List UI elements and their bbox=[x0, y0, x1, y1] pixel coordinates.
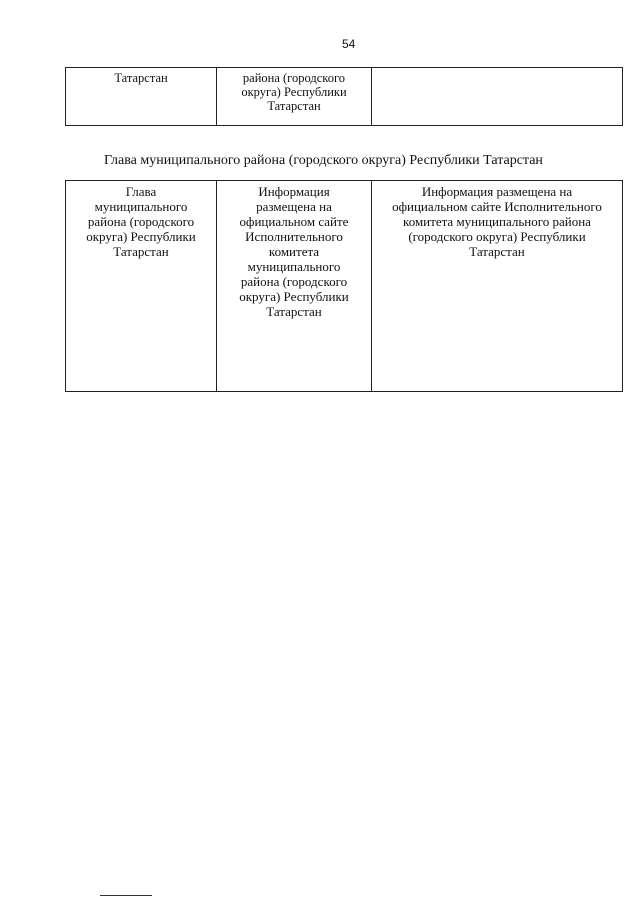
table-cell-details: Информация размещена на официальном сайте Исполнительного комитета муниципального района (городского округа) Республики Татарстан bbox=[372, 181, 623, 392]
table-cell-details bbox=[372, 68, 623, 126]
table-row bbox=[66, 181, 623, 392]
head-info-table bbox=[65, 180, 623, 392]
table-cell-source: района (городского округа) Республики Татарстан bbox=[217, 68, 372, 126]
section-heading: Глава муниципального района (городского округа) Республики Татарстан bbox=[104, 153, 543, 168]
table-cell-source: Информация размещена на официальном сайте Исполнительного комитета муниципального района (городского округа) Республики Татарстан bbox=[217, 181, 372, 392]
continued-table bbox=[65, 67, 623, 126]
table-cell-position: Татарстан bbox=[66, 68, 217, 126]
table-row bbox=[66, 68, 623, 126]
page-number: 54 bbox=[342, 37, 356, 51]
footer-rule bbox=[100, 895, 152, 896]
table-cell-position: Глава муниципального района (городского округа) Республики Татарстан bbox=[66, 181, 217, 392]
